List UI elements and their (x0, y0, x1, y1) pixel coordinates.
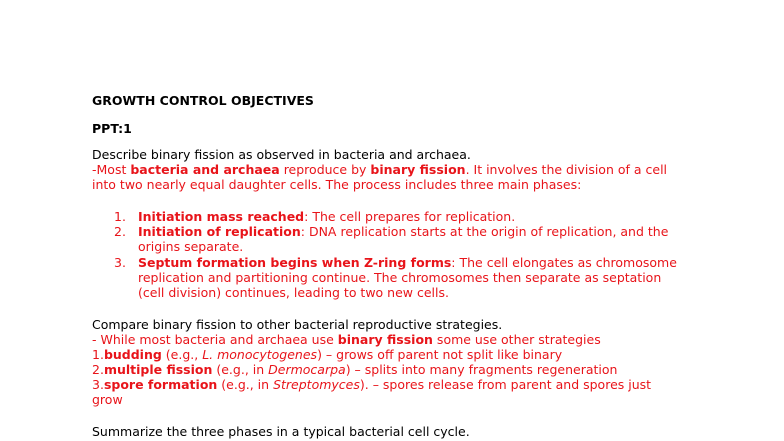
strategy-2: 2.multiple fission (e.g., in Dermocarpa) – splits into many fragments regeneration (92, 362, 618, 377)
phase-2-continuation: origins separate. (138, 239, 244, 254)
answer-2-intro: - While most bacteria and archaea use binary fission some use other strategies (92, 332, 601, 347)
phase-2-number: 2. (114, 224, 126, 239)
phase-1-text: Initiation mass reached: The cell prepares for replication. (138, 209, 516, 224)
question-2: Compare binary fission to other bacterial reproductive strategies. (92, 317, 503, 332)
answer-1-line-1: -Most bacteria and archaea reproduce by binary fission. It involves the division of a cell (92, 162, 668, 177)
phase-1-number: 1. (114, 209, 126, 224)
question-1: Describe binary fission as observed in bacteria and archaea. (92, 147, 471, 162)
phase-2-text: Initiation of replication: DNA replication starts at the origin of replication, and the (138, 224, 669, 239)
answer-1-line-2: into two nearly equal daughter cells. The process includes three main phases: (92, 177, 582, 192)
strategy-3-wrap: grow (92, 392, 123, 407)
phase-3-continuation-1: replication and partitioning continue. The chromosomes then separate as septation (138, 270, 662, 285)
phase-3-number: 3. (114, 255, 126, 270)
document-heading: GROWTH CONTROL OBJECTIVES (92, 93, 314, 108)
ppt-label: PPT:1 (92, 121, 132, 136)
phase-3-continuation-2: (cell division) continues, leading to two new cells. (138, 285, 449, 300)
phase-3-text: Septum formation begins when Z-ring forms: The cell elongates as chromosome (138, 255, 677, 270)
strategy-1: 1.budding (e.g., L. monocytogenes) – grows off parent not split like binary (92, 347, 563, 362)
strategy-3: 3.spore formation (e.g., in Streptomyces). – spores release from parent and spores just (92, 377, 652, 392)
question-3: Summarize the three phases in a typical bacterial cell cycle. (92, 424, 470, 439)
